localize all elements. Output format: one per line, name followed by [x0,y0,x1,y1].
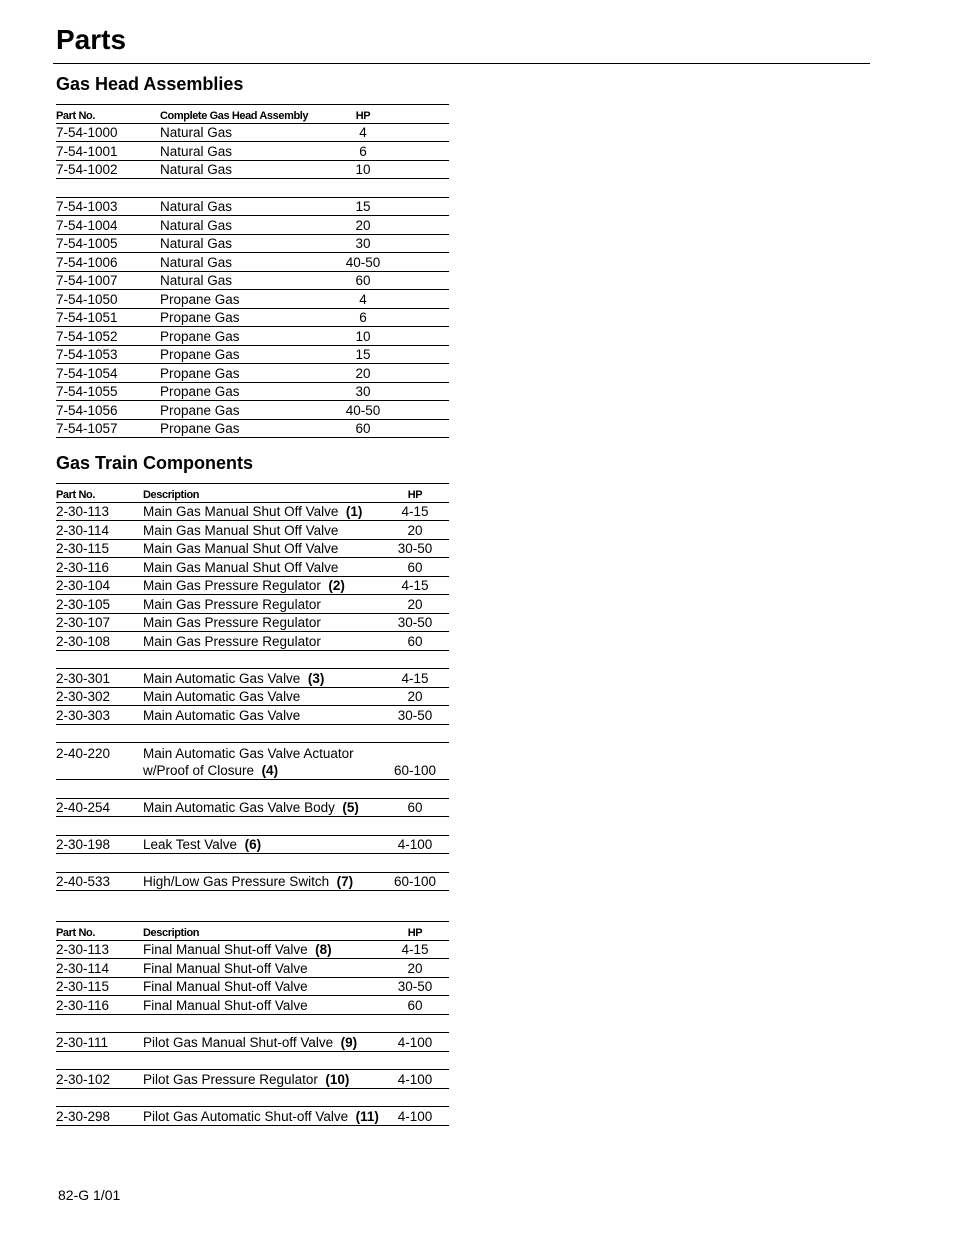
table-row [56,309,449,328]
page-footer: 82-G 1/01 [58,1187,121,1203]
horsepower: 4-15 [401,670,429,686]
horsepower: 15 [355,199,371,214]
table-row [56,1070,449,1089]
part-description-text: w/Proof of Closure [143,763,255,778]
part-description [143,708,300,724]
part-number: 2-30-115 [56,541,110,556]
gas-train-table [56,483,449,891]
table-spacer-row [56,1089,449,1108]
horsepower: 20 [355,217,371,233]
table-row [56,959,449,978]
part-description [143,578,345,594]
part-number: 7-54-1004 [56,217,118,233]
part-description-text: Final Manual Shut-off Valve [143,979,308,994]
table-row [56,799,449,818]
header-hp: HP [407,926,423,939]
horsepower: 60-100 [393,763,437,778]
part-description-text: Natural Gas [160,162,233,177]
part-number: 2-30-104 [56,578,111,593]
part-description-text: Propane Gas [160,402,240,418]
part-description [143,560,338,576]
horsepower: 30-50 [397,615,433,630]
table-row [56,873,449,892]
table-row [56,198,449,217]
horsepower: 20 [407,960,423,976]
table-row [56,272,449,291]
part-number: 2-40-533 [56,874,111,889]
part-number: 2-30-111 [56,1034,109,1050]
horsepower: 60 [407,997,423,1013]
part-description [160,236,232,252]
part-description-text: Main Automatic Gas Valve [143,670,301,686]
header-part-no: Part No. [56,926,95,939]
part-description-text: Natural Gas [160,125,233,140]
part-description [160,366,240,382]
table-spacer-row [56,725,449,744]
table-row [56,632,449,651]
part-description [143,746,354,762]
part-number: 2-30-102 [56,1071,111,1087]
table-header-row [56,484,449,503]
horsepower: 4-15 [401,504,429,519]
part-description-text: Natural Gas [160,273,233,288]
part-description-text: Propane Gas [160,384,240,399]
part-description-text: Natural Gas [160,217,233,233]
horsepower: 4-100 [397,1071,433,1087]
part-number: 2-30-116 [56,997,110,1013]
horsepower: 6 [359,143,367,159]
table-row [56,290,449,309]
part-number: 2-30-301 [56,670,111,686]
horsepower: 60 [355,421,371,436]
part-description [143,615,321,631]
part-description-text: Propane Gas [160,291,240,307]
part-description [160,347,240,363]
callout-number: (7) [336,874,354,889]
part-description-text: Final Manual Shut-off Valve [143,997,308,1013]
horsepower: 40-50 [345,254,381,270]
horsepower: 4 [359,291,367,307]
part-description-text: Main Gas Manual Shut Off Valve [143,559,339,575]
part-description-text: Main Gas Pressure Regulator [143,633,321,649]
part-description [160,384,240,400]
part-description-text: Final Manual Shut-off Valve [143,960,308,976]
part-number: 2-30-113 [56,942,110,957]
horsepower: 10 [355,328,371,344]
part-description [143,541,338,557]
table-row [56,401,449,420]
part-description-text: Leak Test Valve [143,837,238,852]
callout-number: (9) [340,1034,358,1050]
gas-train-section-title: Gas Train Components [56,453,254,473]
part-description [143,1109,379,1125]
part-description [143,800,359,816]
table-row [56,124,449,143]
table-row [56,669,449,688]
table-row [56,346,449,365]
table-spacer-row [56,817,449,836]
table-row [56,996,449,1015]
part-number: 7-54-1003 [56,199,118,214]
table-row [56,941,449,960]
callout-number: (8) [315,942,332,957]
horsepower: 60-100 [393,874,437,889]
part-number: 7-54-1000 [56,125,118,140]
part-number: 7-54-1007 [56,273,118,288]
part-number: 2-30-115 [56,979,110,994]
header-hp: HP [407,488,423,501]
part-number: 2-30-298 [56,1108,111,1124]
part-number: 2-30-303 [56,707,111,723]
table-row [56,503,449,522]
part-description-text: Pilot Gas Automatic Shut-off Valve [143,1108,349,1124]
part-description-text: Natural Gas [160,143,233,159]
horsepower: 40-50 [345,402,381,418]
table-row [56,420,449,439]
table-row [56,540,449,559]
part-description-text: Main Automatic Gas Valve [143,689,301,704]
table-header-row [56,105,449,124]
final-valves-table [56,921,449,1126]
part-number: 7-54-1006 [56,254,118,270]
part-description-text: Main Automatic Gas Valve Body [143,800,335,815]
part-description [160,144,232,160]
part-number: 7-54-1005 [56,236,118,251]
callout-number: (2) [328,578,345,593]
part-description [160,421,240,437]
part-description-text: Natural Gas [160,236,233,251]
callout-number: (1) [345,504,363,519]
part-description-text: Main Gas Manual Shut Off Valve [143,504,339,519]
table-row [56,743,449,762]
part-description [143,671,324,687]
part-number: 7-54-1053 [56,347,118,362]
part-description-text: Pilot Gas Pressure Regulator [143,1071,318,1087]
part-description [160,403,240,419]
horsepower: 30-50 [397,707,433,723]
table-row [56,836,449,855]
part-number: 7-54-1002 [56,162,118,177]
table-row [56,762,449,781]
horsepower: 4-100 [397,837,433,852]
part-description [160,255,232,271]
callout-number: (11) [355,1108,379,1124]
part-number: 7-54-1056 [56,402,118,418]
table-spacer-row [56,1052,449,1071]
part-description-text: Propane Gas [160,310,240,325]
horsepower: 60 [355,273,371,288]
part-description [143,942,332,958]
part-description-text: Pilot Gas Manual Shut-off Valve [143,1034,334,1050]
part-number: 2-30-108 [56,633,111,649]
table-row [56,577,449,596]
table-row [56,327,449,346]
part-description [143,837,261,853]
horsepower: 6 [359,310,367,325]
part-number: 2-40-254 [56,800,111,815]
horsepower: 4-15 [401,942,429,957]
gas-head-table [56,104,449,438]
part-description [143,1072,349,1088]
part-number: 7-54-1050 [56,291,118,307]
part-description [143,874,353,890]
callout-number: (10) [325,1071,350,1087]
part-number: 2-30-114 [56,522,110,538]
part-number: 7-54-1054 [56,365,118,381]
horsepower: 20 [407,596,423,612]
part-description [160,310,240,326]
table-row [56,595,449,614]
header-description: Description [143,926,200,939]
part-description-text: Propane Gas [160,328,240,344]
header-part-no: Part No. [56,109,95,122]
part-description-text: Main Gas Manual Shut Off Valve [143,541,339,556]
table-row [56,688,449,707]
part-description [143,597,321,613]
horsepower: 4 [359,125,367,140]
part-number: 7-54-1052 [56,328,118,344]
table-row [56,235,449,254]
horsepower: 4-15 [401,578,429,593]
table-row [56,558,449,577]
part-description-text: Main Automatic Gas Valve [143,707,301,723]
part-description-text: Natural Gas [160,199,233,214]
table-row [56,614,449,633]
part-description-text: Main Gas Pressure Regulator [143,578,321,593]
horsepower: 4-100 [397,1108,433,1124]
part-description [160,292,240,308]
table-row [56,364,449,383]
page-title: Parts [56,24,127,55]
part-number: 2-30-105 [56,596,111,612]
part-description [160,125,232,141]
table-row [56,253,449,272]
part-description [143,998,308,1014]
part-number: 2-30-113 [56,504,110,519]
table-spacer-row [56,179,449,198]
part-description [160,218,232,234]
part-description-text: Main Automatic Gas Valve Actuator [143,745,354,761]
part-description [160,329,240,345]
callout-number: (3) [307,670,325,686]
callout-number: (6) [244,837,262,852]
callout-number: (4) [261,763,279,778]
horsepower: 30 [355,384,371,399]
part-description-text: Propane Gas [160,347,240,362]
part-description [143,979,308,995]
part-description [160,199,232,215]
horsepower: 60 [407,633,423,649]
part-description-text: Propane Gas [160,421,240,436]
horsepower: 20 [355,365,371,381]
part-description-text: Natural Gas [160,254,233,270]
table-row [56,521,449,540]
part-description-text: Propane Gas [160,365,240,381]
part-description [143,523,338,539]
header-description: Complete Gas Head Assembly [160,109,309,122]
table-spacer-row [56,780,449,799]
part-number: 2-30-107 [56,615,111,630]
horsepower: 10 [355,162,371,177]
gas-head-section-title: Gas Head Assemblies [56,74,244,94]
horsepower: 15 [355,347,371,362]
part-description [143,961,308,977]
horsepower: 30-50 [397,979,433,994]
part-description [143,763,278,779]
table-row [56,1107,449,1126]
table-row [56,1033,449,1052]
horsepower: 30 [355,236,371,251]
title-rule [53,63,870,64]
part-number: 7-54-1057 [56,421,118,436]
part-description-text: Final Manual Shut-off Valve [143,942,308,957]
callout-number: (5) [342,800,359,815]
header-hp: HP [355,109,371,122]
part-description-text: High/Low Gas Pressure Switch [143,874,330,889]
horsepower: 20 [407,522,423,538]
part-number: 7-54-1001 [56,143,118,159]
table-row [56,161,449,180]
part-number: 2-30-114 [56,960,110,976]
part-description [160,162,232,178]
table-row [56,383,449,402]
part-description [143,634,321,650]
part-number: 2-30-116 [56,559,110,575]
part-description [143,689,300,705]
part-description-text: Main Gas Pressure Regulator [143,615,321,630]
part-description-text: Main Gas Pressure Regulator [143,596,321,612]
table-row [56,706,449,725]
table-spacer-row [56,1015,449,1034]
part-description [143,504,362,520]
table-row [56,216,449,235]
part-number: 7-54-1055 [56,384,118,399]
table-spacer-row [56,651,449,670]
horsepower: 30-50 [397,541,433,556]
part-number: 7-54-1051 [56,310,118,325]
part-description-text: Main Gas Manual Shut Off Valve [143,522,339,538]
horsepower: 4-100 [397,1034,433,1050]
header-description: Description [143,488,200,501]
part-number: 2-40-220 [56,745,111,761]
part-number: 2-30-198 [56,837,111,852]
part-description [160,273,232,289]
part-description [143,1035,357,1051]
table-row [56,978,449,997]
table-header-row [56,922,449,941]
table-spacer-row [56,854,449,873]
part-number: 2-30-302 [56,689,111,704]
horsepower: 60 [407,800,423,815]
horsepower: 20 [407,689,423,704]
horsepower: 60 [407,559,423,575]
table-row [56,142,449,161]
header-part-no: Part No. [56,488,95,501]
